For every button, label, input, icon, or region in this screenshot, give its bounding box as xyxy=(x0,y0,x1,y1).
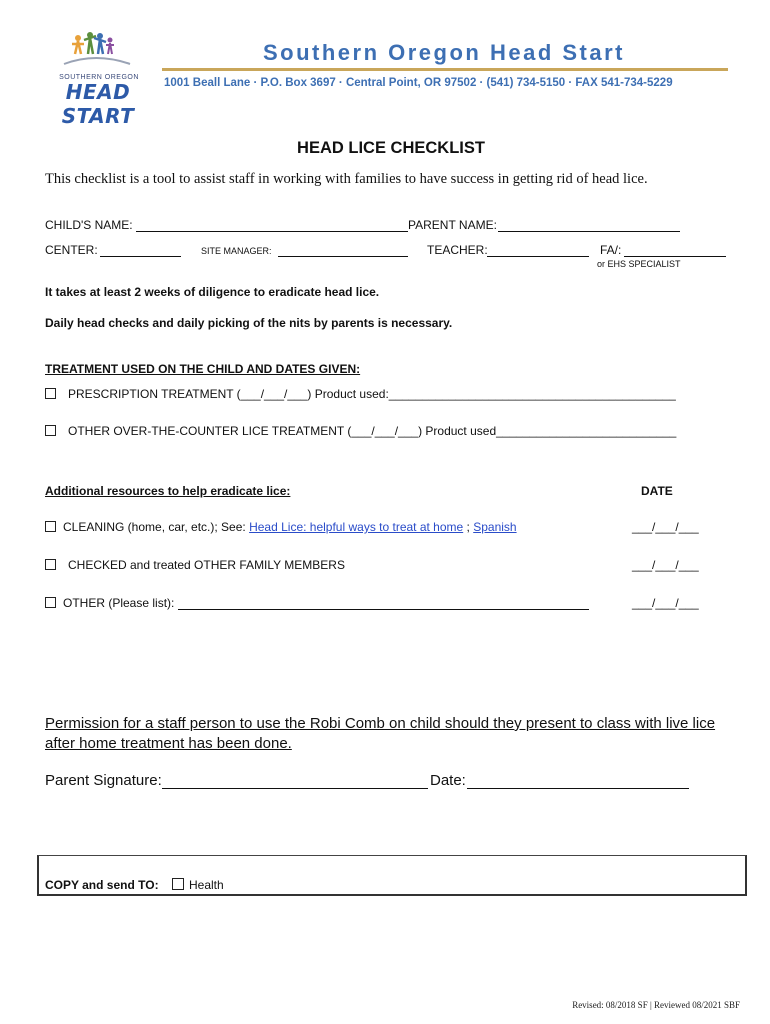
copy-send-label: COPY and send TO: xyxy=(45,878,159,892)
family-members-date[interactable]: ___/___/___ xyxy=(632,558,699,572)
document-title: HEAD LICE CHECKLIST xyxy=(297,139,485,157)
cleaning-checkbox[interactable] xyxy=(45,521,56,532)
other-field[interactable] xyxy=(178,597,589,610)
child-name-label: CHILD'S NAME: xyxy=(45,218,133,232)
spanish-link[interactable]: Spanish xyxy=(473,520,517,534)
family-members-checkbox[interactable] xyxy=(45,559,56,570)
link-separator: ; xyxy=(463,520,474,534)
otc-treatment-checkbox[interactable] xyxy=(45,425,56,436)
logo-figures xyxy=(64,32,130,64)
health-option-label: Health xyxy=(189,878,224,892)
intro-text: This checklist is a tool to assist staff in working with families to have success in getting rid of head lice. xyxy=(45,171,648,187)
cleaning-text: CLEANING (home, car, etc.); See: xyxy=(63,520,250,534)
child-name-field[interactable] xyxy=(136,219,408,232)
note-two-weeks: It takes at least 2 weeks of diligence to eradicate head lice. xyxy=(45,285,380,299)
head-lice-treatment-link[interactable]: Head Lice: helpful ways to treat at home xyxy=(249,520,464,534)
family-members-text: CHECKED and treated OTHER FAMILY MEMBERS xyxy=(68,558,345,572)
parent-signature-label: Parent Signature: xyxy=(45,772,162,789)
other-label: OTHER (Please list): xyxy=(63,596,175,610)
treatment-heading: TREATMENT USED ON THE CHILD AND DATES GIVEN: xyxy=(45,362,361,376)
other-date[interactable]: ___/___/___ xyxy=(632,596,699,610)
ehs-specialist-label: or EHS SPECIALIST xyxy=(597,259,681,269)
cleaning-row xyxy=(63,520,517,534)
signature-date-field[interactable] xyxy=(467,775,689,789)
parent-name-field[interactable] xyxy=(498,219,680,232)
parent-name-label: PARENT NAME: xyxy=(408,218,497,232)
cleaning-date[interactable]: ___/___/___ xyxy=(632,520,699,534)
permission-text-line1: Permission for a staff person to use the Robi Comb on child should they present to class with live lice xyxy=(45,715,716,732)
site-manager-label: SITE MANAGER: xyxy=(201,246,272,256)
date-column-heading: DATE xyxy=(641,484,673,498)
logo-subtitle: SOUTHERN OREGON xyxy=(59,74,139,81)
parent-signature-field[interactable] xyxy=(162,775,428,789)
fa-field[interactable] xyxy=(624,244,726,257)
otc-treatment-text: OTHER OVER-THE-COUNTER LICE TREATMENT (___/___/___) Product used___________________________ xyxy=(68,424,677,438)
center-field[interactable] xyxy=(100,244,181,257)
organization-name: Southern Oregon Head Start xyxy=(262,40,626,65)
prescription-checkbox[interactable] xyxy=(45,388,56,399)
resources-heading: Additional resources to help eradicate lice: xyxy=(45,484,291,498)
logo-title: HEAD START xyxy=(61,80,135,128)
other-checkbox[interactable] xyxy=(45,597,56,608)
health-checkbox[interactable] xyxy=(172,878,184,890)
center-label: CENTER: xyxy=(45,243,98,257)
teacher-field[interactable] xyxy=(487,244,589,257)
signature-date-label: Date: xyxy=(430,772,466,789)
revision-footer: Revised: 08/2018 SF | Reviewed 08/2021 SBF xyxy=(572,1000,740,1010)
note-daily-checks: Daily head checks and daily picking of the nits by parents is necessary. xyxy=(45,316,453,330)
organization-address: 1001 Beall Lane · P.O. Box 3697 · Central Point, OR 97502 · (541) 734-5150 · FAX 541-734-5229 xyxy=(164,77,673,89)
fa-label: FA/: xyxy=(600,243,622,257)
prescription-treatment-text: PRESCRIPTION TREATMENT (___/___/___) Product used:___________________________________________ xyxy=(68,387,676,401)
teacher-label: TEACHER: xyxy=(427,243,488,257)
site-manager-field[interactable] xyxy=(278,244,408,257)
header-rule xyxy=(162,68,728,71)
permission-text-line2: after home treatment has been done. xyxy=(45,735,292,752)
